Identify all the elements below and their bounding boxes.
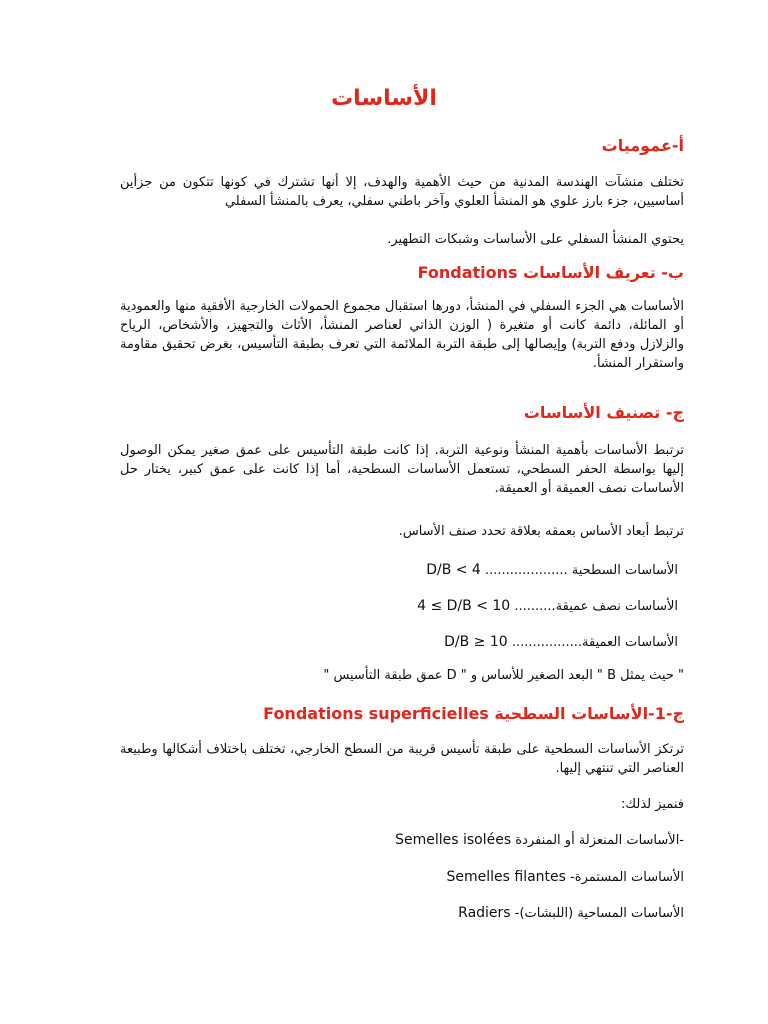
section-c-paragraph-1: ترتبط الأساسات بأهمية المنشأ ونوعية التربة. إذا كانت طبقة التأسيس على عمق صغير يمكن الوصول إليها بواسطة الحفر السطحي، تستعمل الأساسات السطحية، أما إذا كانت على عمق كبير، يختار حل الأساسات نصف العميقة أو العميقة. xyxy=(120,443,684,496)
section-b-heading xyxy=(120,263,684,282)
foundation-type-isolated xyxy=(395,832,684,848)
formula-semi-deep-label: الأساسات نصف عميقة.......... xyxy=(514,599,678,614)
section-c1-heading-arabic: ج-1-الأساسات السطحية xyxy=(494,704,684,723)
foundation-type-strip-french: Semelles filantes xyxy=(446,869,566,885)
section-c-paragraph-2: ترتبط أبعاد الأساس بعمقه بعلاقة تحدد صنف الأساس. xyxy=(398,524,684,539)
section-a-paragraph-2: يحتوي المنشأ السفلي على الأساسات وشبكات التطهير. xyxy=(387,232,684,247)
section-b-paragraph: الأساسات هي الجزء السفلي في المنشأ، دورها استقبال مجموع الحمولات الخارجية الأفقية منها والعمودية أو المائلة، دائمة كانت أو متغيرة ( الوزن الذاتي لعناصر المنشأ، الأثاث والتجهيز، والأشخاص، الرياح والزلازل ودفع التربة) وإيصالها إلى طبقة التربة الملائمة التي تعرف بطبقة التأسيس، بغرض تحقيق مقاومة واستقرار المنشأ. xyxy=(120,299,684,371)
section-c1-paragraph-1: ترتكز الأساسات السطحية على طبقة تأسيس قريبة من السطح الخارجي، تختلف باختلاف أشكالها وطبيعة العناصر التي تنتهي إليها. xyxy=(120,742,684,776)
foundation-type-isolated-french: Semelles isolées xyxy=(395,832,512,848)
formula-shallow-expression: D/B < 4 xyxy=(426,562,481,578)
foundation-type-raft-french: Radiers xyxy=(458,905,511,921)
formula-semi-deep-expression: 4 ≤ D/B < 10 xyxy=(417,598,511,614)
section-b-heading-french: Fondations xyxy=(417,263,518,282)
foundation-type-strip-arabic: الأساسات المستمرة- xyxy=(570,870,684,885)
formula-deep-label: الأساسات العميقة................. xyxy=(511,635,678,650)
foundation-type-raft xyxy=(458,905,684,921)
section-c-heading: ج- تصنيف الأساسات xyxy=(523,403,684,422)
section-b-heading-arabic: ب- تعريف الأساسات xyxy=(523,263,684,282)
formula-shallow-label: الأساسات السطحية .................... xyxy=(484,563,678,578)
section-c1-heading xyxy=(120,704,684,723)
section-a-heading: أ-عموميات xyxy=(601,136,684,155)
page-title: الأساسات xyxy=(331,86,437,111)
foundation-type-raft-arabic: الأساسات المساحية (اللبشات)- xyxy=(514,906,684,921)
section-c-note: " حيث يمثل B " البعد الصغير للأساس و " D عمق طبقة التأسيس " xyxy=(323,668,684,683)
section-c1-paragraph-2: فنميز لذلك: xyxy=(621,797,684,812)
foundation-type-isolated-arabic: -الأساسات المنعزلة أو المنفردة xyxy=(515,833,684,848)
formula-deep xyxy=(444,633,678,652)
section-c1-heading-french: Fondations superficielles xyxy=(263,704,489,723)
formula-deep-expression: D/B ≥ 10 xyxy=(444,634,508,650)
foundation-type-strip xyxy=(447,869,685,885)
formula-shallow xyxy=(426,561,678,580)
formula-semi-deep xyxy=(417,597,678,616)
section-a-paragraph-1: تختلف منشآت الهندسة المدنية من حيث الأهمية والهدف، إلا أنها تشترك في كونها تتكون من جزأين أساسيين، جزء بارز علوي هو المنشأ العلوي وآخر باطني سفلي، يعرف بالمنشأ السفلي xyxy=(120,175,684,209)
